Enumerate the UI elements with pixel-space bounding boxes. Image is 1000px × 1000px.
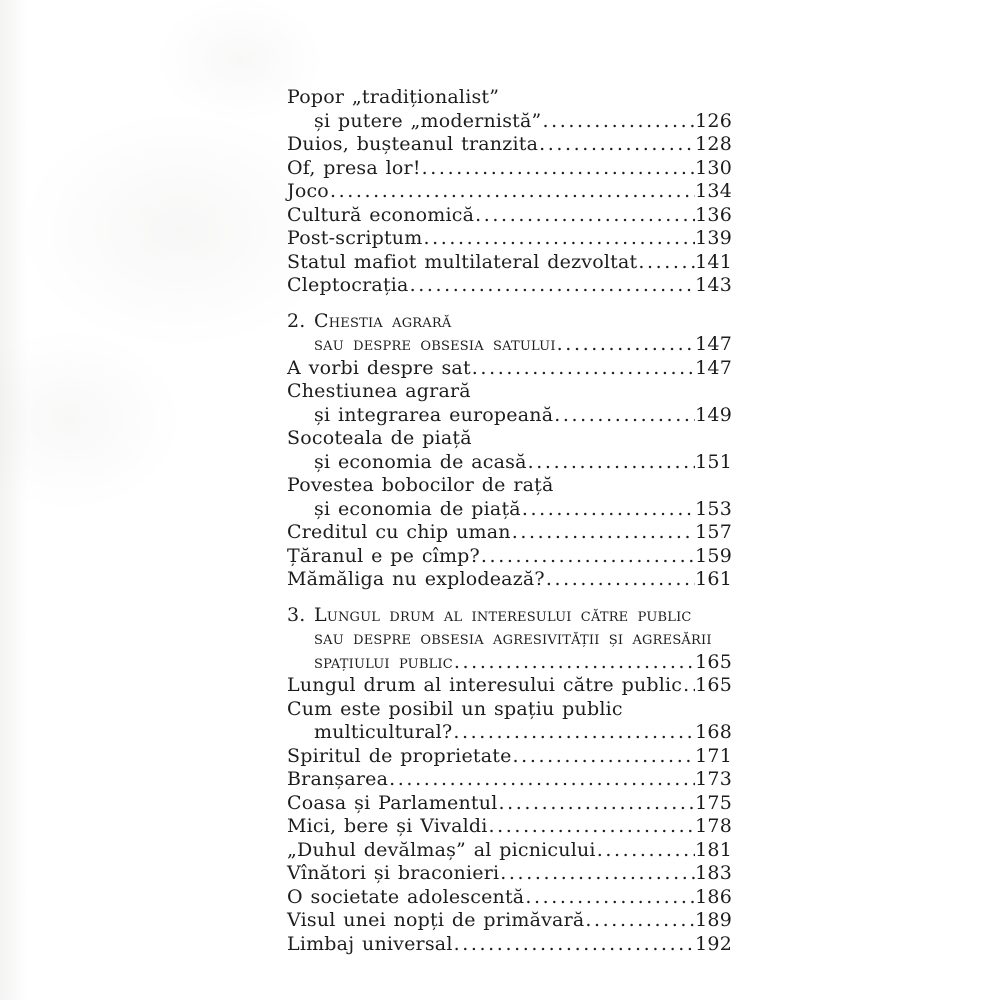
dot-leader [489, 815, 696, 839]
toc-entry-title: Branșarea [287, 768, 389, 790]
toc-line [287, 815, 732, 839]
dot-leader [500, 862, 695, 886]
toc-entry-title: Cleptocrația [287, 274, 409, 296]
dot-leader [542, 110, 695, 134]
toc-article-entry [287, 792, 732, 816]
toc-entry-title: Coasa și Parlamentul [287, 791, 498, 814]
dot-leader [330, 180, 695, 204]
dot-leader [528, 451, 695, 475]
toc-line [287, 180, 732, 204]
dot-leader [546, 568, 695, 592]
toc-line [287, 933, 732, 957]
toc-page-number: 189 [695, 909, 732, 931]
toc-entry-title: multicultural? [314, 721, 453, 743]
dot-leader [454, 933, 696, 957]
toc-line [287, 427, 732, 451]
dot-leader [423, 227, 695, 251]
dot-leader [512, 521, 695, 545]
toc-page-number: 147 [695, 333, 732, 355]
toc-entry-title: Of, presa lor! [287, 156, 421, 179]
toc-entry-title: și economia de acasă [314, 450, 527, 473]
toc-page-number: 130 [695, 156, 732, 179]
toc-line [287, 521, 732, 545]
toc-page-number: 136 [695, 203, 732, 226]
table-of-contents [287, 86, 732, 956]
toc-article-entry [287, 839, 732, 863]
toc-entry-title: Cultură economică [287, 203, 475, 226]
toc-page-number: 157 [695, 521, 732, 543]
toc-page-number: 168 [695, 721, 732, 743]
toc-entry-title: Lungul drum al interesului către public [314, 603, 692, 626]
toc-line [287, 721, 732, 745]
toc-line [287, 745, 732, 769]
toc-page-number: 165 [695, 674, 732, 696]
toc-line [287, 274, 732, 298]
toc-page-number: 153 [695, 497, 732, 520]
toc-line [287, 568, 732, 592]
toc-entry-title: Joco [287, 180, 329, 202]
toc-line [287, 545, 732, 569]
toc-article-entry [287, 862, 732, 886]
toc-line [287, 474, 732, 498]
toc-entry-title: „Duhul devălmaș” al picnicului [287, 838, 596, 861]
toc-entry-title: Mămăliga nu explodează? [287, 568, 545, 590]
toc-article-entry [287, 768, 732, 792]
toc-article-entry [287, 568, 732, 592]
toc-line [287, 310, 732, 334]
toc-line [287, 792, 732, 816]
toc-line [287, 768, 732, 792]
dot-leader [525, 886, 695, 910]
toc-article-entry [287, 474, 732, 521]
dot-leader [453, 721, 695, 745]
chapter-number: 3. [287, 603, 306, 626]
dot-leader [422, 157, 695, 181]
toc-line [287, 451, 732, 475]
dot-leader [481, 545, 695, 569]
toc-article-entry [287, 227, 732, 251]
toc-line [287, 498, 732, 522]
toc-article-entry [287, 274, 732, 298]
toc-entry-title: Vînători și braconieri [287, 862, 500, 884]
toc-line [287, 886, 732, 910]
toc-entry-title: Statul mafiot multilateral dezvoltat [287, 250, 638, 273]
dot-leader [454, 651, 695, 675]
toc-entry-title: Duios, bușteanul tranzita [287, 133, 539, 155]
toc-page-number: 128 [695, 133, 732, 155]
toc-section [287, 86, 732, 298]
toc-line [287, 251, 732, 275]
toc-article-entry [287, 133, 732, 157]
toc-entry-title: Chestiunea agrară [287, 380, 471, 402]
toc-page-number: 178 [695, 815, 732, 837]
toc-line [287, 157, 732, 181]
toc-entry-title: Țăranul e pe cîmp? [287, 544, 480, 567]
toc-article-entry [287, 545, 732, 569]
toc-article-entry [287, 251, 732, 275]
toc-line [287, 674, 732, 698]
toc-entry-title: sau despre obsesia satului [314, 333, 556, 355]
toc-line [287, 839, 732, 863]
toc-article-entry [287, 674, 732, 698]
toc-entry-title: sau despre obsesia agresivității și agresării [314, 627, 712, 649]
toc-page-number: 151 [695, 450, 732, 473]
toc-page-number: 175 [695, 791, 732, 814]
toc-article-entry [287, 157, 732, 181]
toc-line [287, 110, 732, 134]
toc-entry-title: Popor „tradiționalist” [287, 86, 500, 108]
toc-page-number: 159 [695, 544, 732, 567]
toc-page-number: 141 [695, 250, 732, 273]
dot-leader [585, 909, 695, 933]
toc-line [287, 227, 732, 251]
toc-article-entry [287, 933, 732, 957]
toc-line [287, 862, 732, 886]
toc-line [287, 204, 732, 228]
toc-article-entry [287, 886, 732, 910]
toc-article-entry [287, 427, 732, 474]
toc-page-number: 192 [695, 932, 732, 955]
toc-entry-title: A vorbi despre sat [287, 356, 471, 379]
dot-leader [475, 204, 695, 228]
toc-page-number: 171 [695, 744, 732, 767]
toc-article-entry [287, 357, 732, 381]
toc-chapter-entry [287, 604, 732, 675]
toc-entry-title: și putere „modernistă” [314, 109, 542, 132]
toc-page-number: 143 [695, 274, 732, 296]
toc-entry-title: și integrarea europeană [314, 403, 554, 426]
toc-entry-title: și economia de piață [314, 497, 521, 520]
chapter-number: 2. [287, 309, 306, 332]
toc-line [287, 380, 732, 404]
dot-leader [539, 133, 695, 157]
toc-page-number: 186 [695, 885, 732, 908]
toc-article-entry [287, 698, 732, 745]
toc-entry-title: Cum este posibil un spațiu public [287, 697, 623, 720]
toc-page-number: 181 [695, 838, 732, 861]
toc-page-number: 147 [695, 356, 732, 379]
toc-article-entry [287, 909, 732, 933]
toc-entry-title: spațiului public [314, 650, 453, 673]
toc-entry-title: Visul unei nopți de primăvară [287, 909, 585, 931]
toc-entry-title: Lungul drum al interesului către public [287, 674, 683, 696]
toc-page-number: 173 [695, 768, 732, 790]
toc-article-entry [287, 380, 732, 427]
toc-chapter-entry [287, 310, 732, 357]
toc-entry-title: Spiritul de proprietate [287, 744, 512, 767]
toc-line [287, 698, 732, 722]
toc-entry-title: Mici, bere și Vivaldi [287, 815, 488, 837]
toc-entry-title: O societate adolescentă [287, 885, 525, 908]
toc-line [287, 404, 732, 428]
toc-page-number: 183 [695, 862, 732, 884]
dot-leader [498, 792, 695, 816]
dot-leader [410, 274, 696, 298]
toc-line [287, 86, 732, 110]
toc-line [287, 909, 732, 933]
toc-page-number: 134 [695, 180, 732, 202]
dot-leader [597, 839, 695, 863]
toc-entry-title: Socoteala de piață [287, 427, 472, 449]
toc-article-entry [287, 204, 732, 228]
dot-leader [389, 768, 695, 792]
dot-leader [638, 251, 695, 275]
dot-leader [683, 674, 695, 698]
toc-entry-title: Povestea bobocilor de rață [287, 474, 554, 496]
toc-entry-title: Creditul cu chip uman [287, 521, 511, 543]
toc-page-number: 126 [695, 109, 732, 132]
toc-page-number: 165 [695, 650, 732, 673]
toc-page-number: 149 [695, 403, 732, 426]
toc-line [287, 333, 732, 357]
dot-leader [554, 404, 695, 428]
toc-line [287, 604, 732, 628]
toc-page-number: 161 [695, 568, 732, 590]
dot-leader [472, 357, 695, 381]
toc-line [287, 651, 732, 675]
toc-line [287, 627, 732, 651]
toc-line [287, 357, 732, 381]
toc-entry-title: Limbaj universal [287, 932, 453, 955]
toc-entry-title: Chestia agrară [314, 309, 452, 332]
dot-leader [513, 745, 696, 769]
toc-entry-title: Post-scriptum [287, 227, 423, 249]
toc-article-entry [287, 745, 732, 769]
toc-article-entry [287, 815, 732, 839]
toc-section [287, 310, 732, 592]
toc-article-entry [287, 521, 732, 545]
toc-article-entry [287, 180, 732, 204]
toc-article-entry [287, 86, 732, 133]
toc-line [287, 133, 732, 157]
toc-section [287, 604, 732, 957]
dot-leader [522, 498, 695, 522]
toc-page-number: 139 [695, 227, 732, 249]
dot-leader [557, 333, 695, 357]
